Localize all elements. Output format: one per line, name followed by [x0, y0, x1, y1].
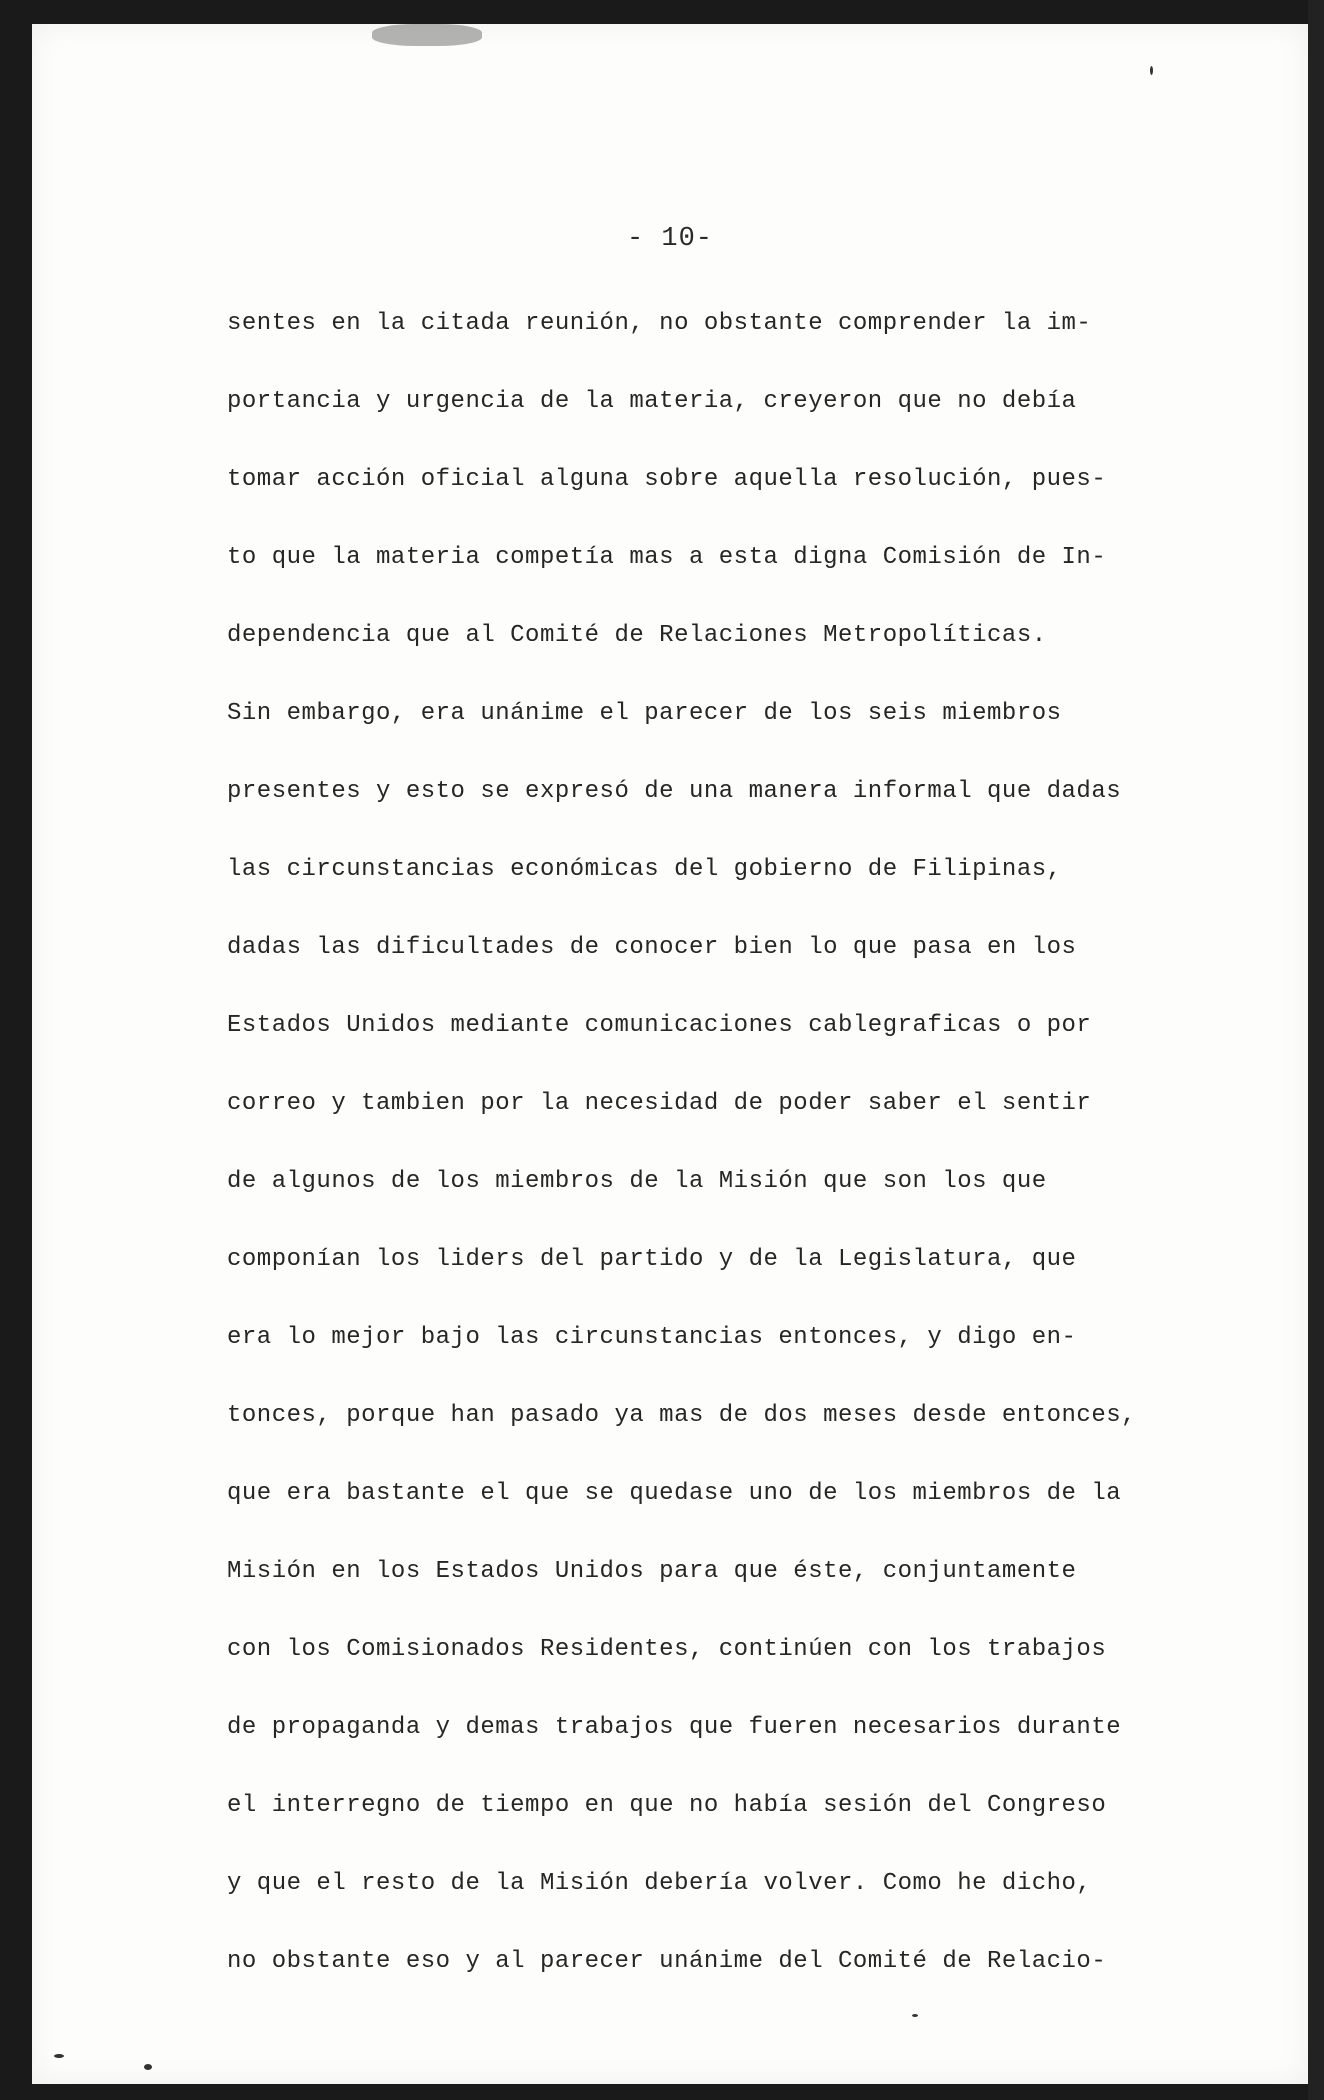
text-line: y que el resto de la Misión debería volver. Como he dicho,	[227, 1870, 1092, 1897]
text-line: tomar acción oficial alguna sobre aquella resolución, pues-	[227, 466, 1107, 493]
text-line: Misión en los Estados Unidos para que éste, conjuntamente	[227, 1558, 1077, 1585]
text-line: presentes y esto se expresó de una manera informal que dadas	[227, 778, 1122, 805]
text-line: dadas las dificultades de conocer bien lo que pasa en los	[227, 934, 1077, 961]
text-line: dependencia que al Comité de Relaciones Metropolíticas.	[227, 622, 1047, 649]
page-number: - 10-	[626, 224, 713, 254]
text-line: el interregno de tiempo en que no había sesión del Congreso	[227, 1792, 1107, 1819]
text-line: las circunstancias económicas del gobierno de Filipinas,	[227, 856, 1062, 883]
text-line: que era bastante el que se quedase uno de los miembros de la	[227, 1480, 1122, 1507]
text-line: correo y tambien por la necesidad de poder saber el sentir	[227, 1090, 1092, 1117]
ink-speck	[54, 2054, 64, 2058]
text-line: Estados Unidos mediante comunicaciones cablegraficas o por	[227, 1012, 1092, 1039]
text-line: de algunos de los miembros de la Misión que son los que	[227, 1168, 1047, 1195]
text-line: to que la materia competía mas a esta digna Comisión de In-	[227, 544, 1107, 571]
text-line: de propaganda y demas trabajos que fueren necesarios durante	[227, 1714, 1122, 1741]
text-line: tonces, porque han pasado ya mas de dos meses desde entonces,	[227, 1402, 1137, 1429]
scan-edge	[1308, 0, 1324, 2100]
text-line: era lo mejor bajo las circunstancias entonces, y digo en-	[227, 1324, 1077, 1351]
text-line: portancia y urgencia de la materia, creyeron que no debía	[227, 388, 1077, 415]
text-line: sentes en la citada reunión, no obstante comprender la im-	[227, 310, 1092, 337]
ink-speck	[1150, 66, 1153, 75]
text-line: no obstante eso y al parecer unánime del Comité de Relacio-	[227, 1948, 1107, 1975]
ink-speck	[912, 2014, 918, 2017]
text-line: Sin embargo, era unánime el parecer de los seis miembros	[227, 700, 1062, 727]
ink-speck	[144, 2064, 152, 2070]
text-line: con los Comisionados Residentes, continúen con los trabajos	[227, 1636, 1107, 1663]
typed-body-text	[227, 300, 1227, 2016]
ink-smudge	[372, 24, 482, 46]
text-line: componían los liders del partido y de la Legislatura, que	[227, 1246, 1077, 1273]
document-page	[32, 24, 1308, 2084]
